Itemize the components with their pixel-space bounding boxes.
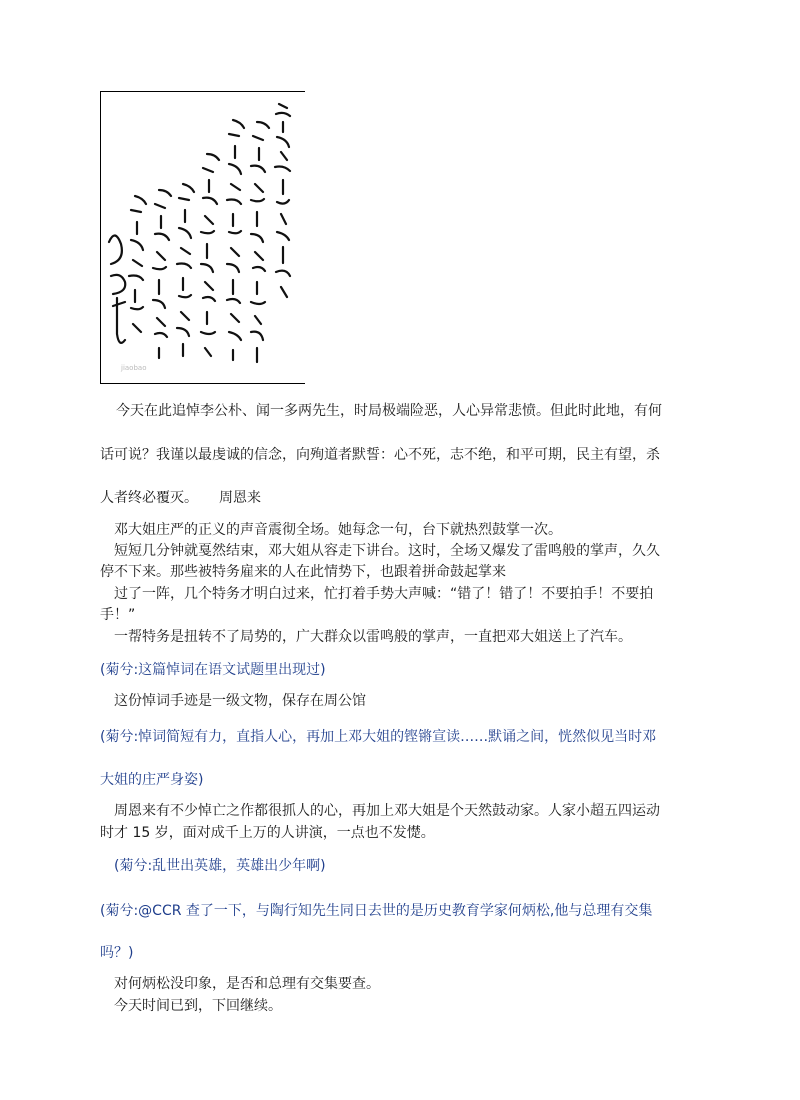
narration-paragraph: 停不下来。那些被特务雇来的人在此情势下，也跟着拼命鼓起掌来 xyxy=(100,564,506,580)
narration-paragraph: 时才 15 岁，面对成千上万的人讲演，一点也不发憷。 xyxy=(100,825,435,841)
eulogy-line-1: 今天在此追悼李公朴、闻一多两先生，时局极端险恶，人心异常悲愤。但此时此地，有何 xyxy=(116,403,662,419)
editor-note: (菊兮:乱世出英雄，英雄出少年啊) xyxy=(100,858,326,874)
eulogy-line-3: 人者终必覆灭。 周恩来 xyxy=(100,490,261,506)
narration-paragraph: 一帮特务是扭转不了局势的，广大群众以雷鸣般的掌声，一直把邓大姐送上了汽车。 xyxy=(100,629,632,645)
narration-paragraph: 过了一阵，几个特务才明白过来，忙打着手势大声喊：“错了！错了！不要拍手！不要拍 xyxy=(100,586,654,602)
editor-note: 大姐的庄严身姿) xyxy=(100,772,204,788)
editor-note: (菊兮:@CCR 查了一下，与陶行知先生同日去世的是历史教育学家何炳松,他与总理有交集 xyxy=(100,903,653,919)
eulogy-line-2: 话可说？我谨以最虔诚的信念，向殉道者默誓：心不死，志不绝，和平可期，民主有望，杀 xyxy=(100,447,660,463)
narration-paragraph: 周恩来有不少悼亡之作都很抓人的心，再加上邓大姐是个天然鼓动家。人家小超五四运动 xyxy=(100,803,660,819)
editor-note: (菊兮:这篇悼词在语文试题里出现过) xyxy=(100,662,326,678)
narration-paragraph: 邓大姐庄严的正义的声音震彻全场。她每念一句，台下就热烈鼓掌一次。 xyxy=(100,522,562,538)
narration-paragraph: 对何炳松没印象，是否和总理有交集要查。 xyxy=(100,976,380,992)
calligraphy-artwork xyxy=(101,92,305,383)
narration-paragraph: 这份悼词手迹是一级文物，保存在周公馆 xyxy=(100,693,366,709)
editor-note: (菊兮:悼词简短有力，直指人心，再加上邓大姐的铿锵宣读……默诵之间，恍然似见当时邓 xyxy=(100,729,657,745)
editor-note: 吗？) xyxy=(100,945,134,961)
narration-paragraph: 短短几分钟就戛然结束，邓大姐从容走下讲台。这时，全场又爆发了雷鸣般的掌声，久久 xyxy=(100,543,660,559)
narration-paragraph: 手！” xyxy=(100,607,136,623)
eulogy-handwriting-image xyxy=(100,91,305,384)
image-watermark: jiaobao xyxy=(121,364,147,372)
narration-paragraph: 今天时间已到，下回继续。 xyxy=(100,998,282,1014)
